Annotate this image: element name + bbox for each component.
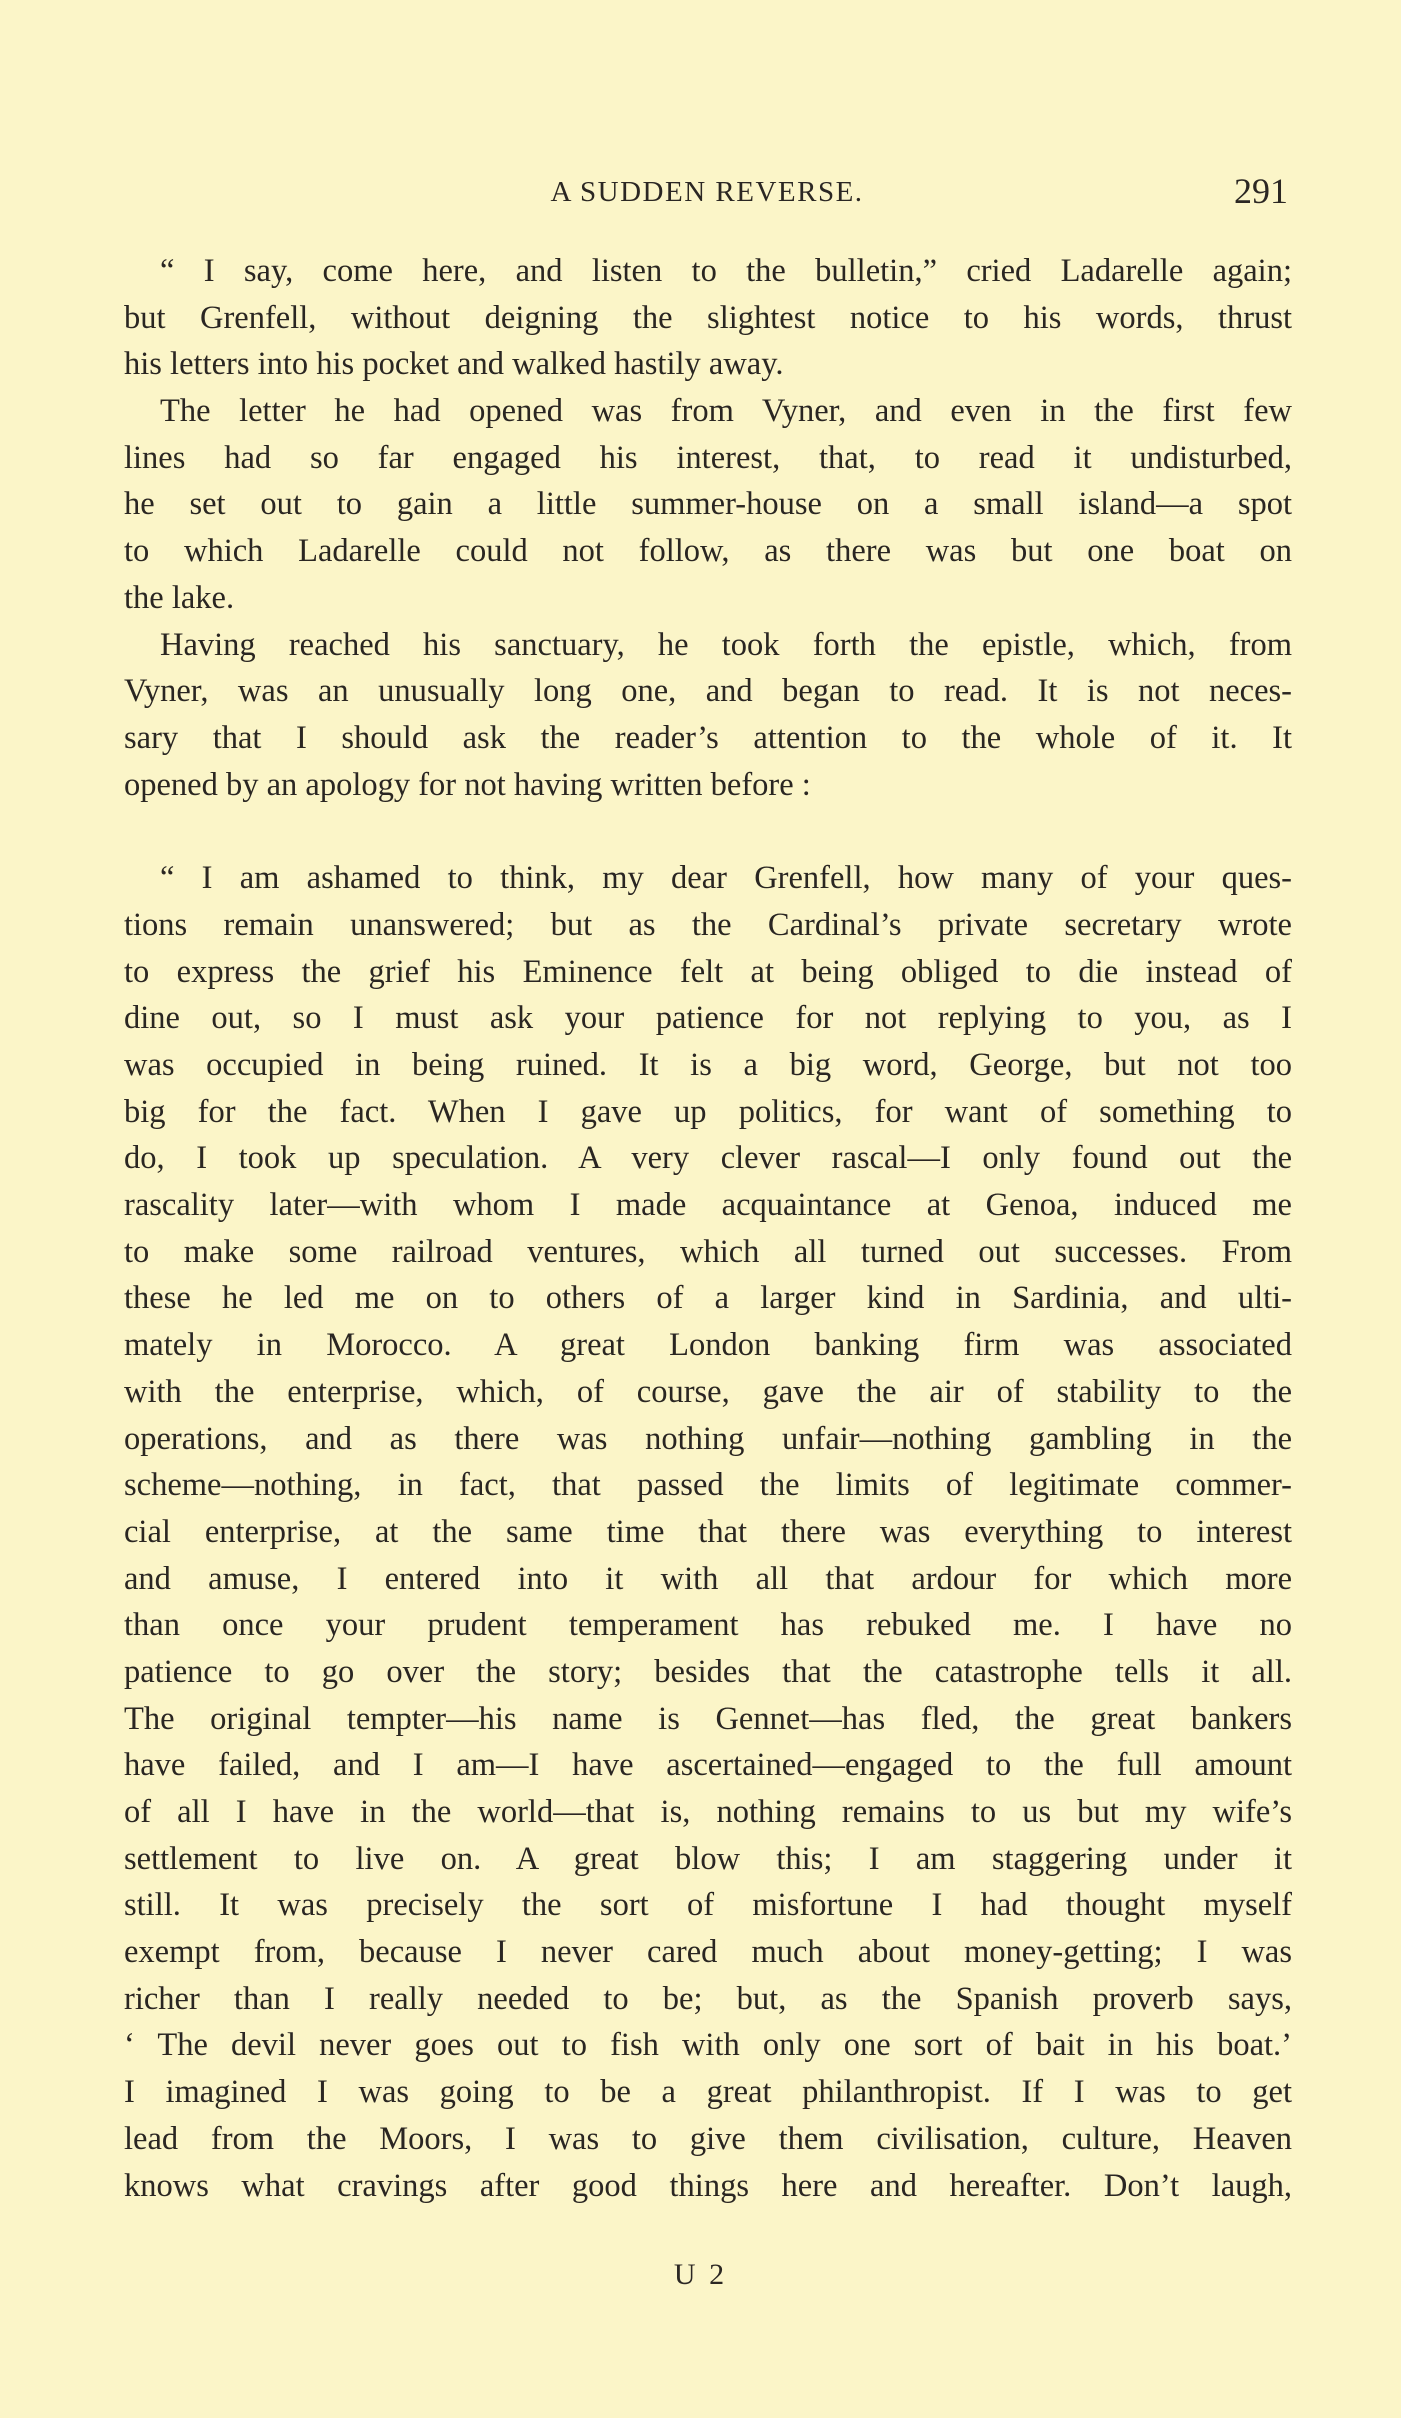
text-line: to express the grief his Eminence felt at being obliged to die instead of xyxy=(124,953,1292,990)
text-line: but Grenfell, without deigning the slightest notice to his words, thrust xyxy=(124,299,1292,336)
text-line: “ I am ashamed to think, my dear Grenfell, how many of your ques- xyxy=(160,860,1292,897)
text-line: exempt from, because I never cared much about money-getting; I was xyxy=(124,1934,1292,1971)
text-line: The original tempter—his name is Gennet—has fled, the great bankers xyxy=(124,1700,1292,1737)
text-line: with the enterprise, which, of course, gave the air of stability to the xyxy=(124,1373,1292,1410)
text-line: still. It was precisely the sort of misfortune I had thought myself xyxy=(124,1887,1292,1924)
text-line: patience to go over the story; besides that the catastrophe tells it all. xyxy=(124,1653,1292,1690)
text-line: to which Ladarelle could not follow, as there was but one boat on xyxy=(124,533,1292,570)
text-line: operations, and as there was nothing unfair—nothing gambling in the xyxy=(124,1420,1292,1457)
text-line: mately in Morocco. A great London banking firm was associated xyxy=(124,1327,1292,1364)
text-line: I imagined I was going to be a great philanthropist. If I was to get xyxy=(124,2074,1292,2111)
text-line: rascality later—with whom I made acquaintance at Genoa, induced me xyxy=(124,1187,1292,1224)
running-title: A SUDDEN REVERSE. xyxy=(550,176,864,208)
text-line: than once your prudent temperament has rebuked me. I have no xyxy=(124,1607,1292,1644)
text-line: knows what cravings after good things here and hereafter. Don’t laugh, xyxy=(124,2167,1292,2204)
text-line: sary that I should ask the reader’s attention to the whole of it. It xyxy=(124,719,1292,756)
text-line: big for the fact. When I gave up politics, for want of something to xyxy=(124,1093,1292,1130)
text-line: ‘ The devil never goes out to fish with only one sort of bait in his boat.’ xyxy=(124,2027,1292,2064)
text-line: was occupied in being ruined. It is a big word, George, but not too xyxy=(124,1047,1292,1083)
text-line: lines had so far engaged his interest, that, to read it undisturbed, xyxy=(124,439,1292,476)
body-text xyxy=(124,248,1292,2209)
text-line: the lake. xyxy=(124,579,235,616)
text-line: do, I took up speculation. A very clever rascal—I only found out the xyxy=(124,1140,1292,1177)
text-line: lead from the Moors, I was to give them civilisation, culture, Heaven xyxy=(124,2120,1292,2157)
text-line: these he led me on to others of a larger kind in Sardinia, and ulti- xyxy=(124,1280,1292,1317)
text-line: opened by an apology for not having written before : xyxy=(124,766,811,803)
text-line: tions remain unanswered; but as the Cardinal’s private secretary wrote xyxy=(124,906,1292,943)
text-line: dine out, so I must ask your patience for not replying to you, as I xyxy=(124,1000,1292,1037)
text-line: settlement to live on. A great blow this; I am staggering under it xyxy=(124,1840,1292,1877)
text-line: his letters into his pocket and walked hastily away. xyxy=(124,346,784,383)
paragraph-gap xyxy=(124,808,1292,855)
text-line: have failed, and I am—I have ascertained—engaged to the full amount xyxy=(124,1747,1292,1784)
text-line: cial enterprise, at the same time that there was everything to interest xyxy=(124,1513,1292,1550)
text-line: The letter he had opened was from Vyner, and even in the first few xyxy=(160,393,1292,430)
text-line: he set out to gain a little summer-house on a small island—a spot xyxy=(124,486,1292,523)
text-line: of all I have in the world—that is, nothing remains to us but my wife’s xyxy=(124,1794,1292,1830)
text-line: “ I say, come here, and listen to the bulletin,” cried Ladarelle again; xyxy=(160,253,1292,289)
page-number: 291 xyxy=(1234,171,1288,211)
text-line: scheme—nothing, in fact, that passed the limits of legitimate commer- xyxy=(124,1467,1292,1504)
text-line: richer than I really needed to be; but, as the Spanish proverb says, xyxy=(124,1980,1292,2017)
text-line: and amuse, I entered into it with all that ardour for which more xyxy=(124,1560,1292,1597)
text-line: to make some railroad ventures, which all turned out successes. From xyxy=(124,1233,1292,1270)
running-head xyxy=(124,170,1290,222)
signature-mark: U 2 xyxy=(673,2258,728,2291)
text-line: Vyner, was an unusually long one, and began to read. It is not neces- xyxy=(124,673,1292,710)
text-line: Having reached his sanctuary, he took forth the epistle, which, from xyxy=(160,626,1292,663)
